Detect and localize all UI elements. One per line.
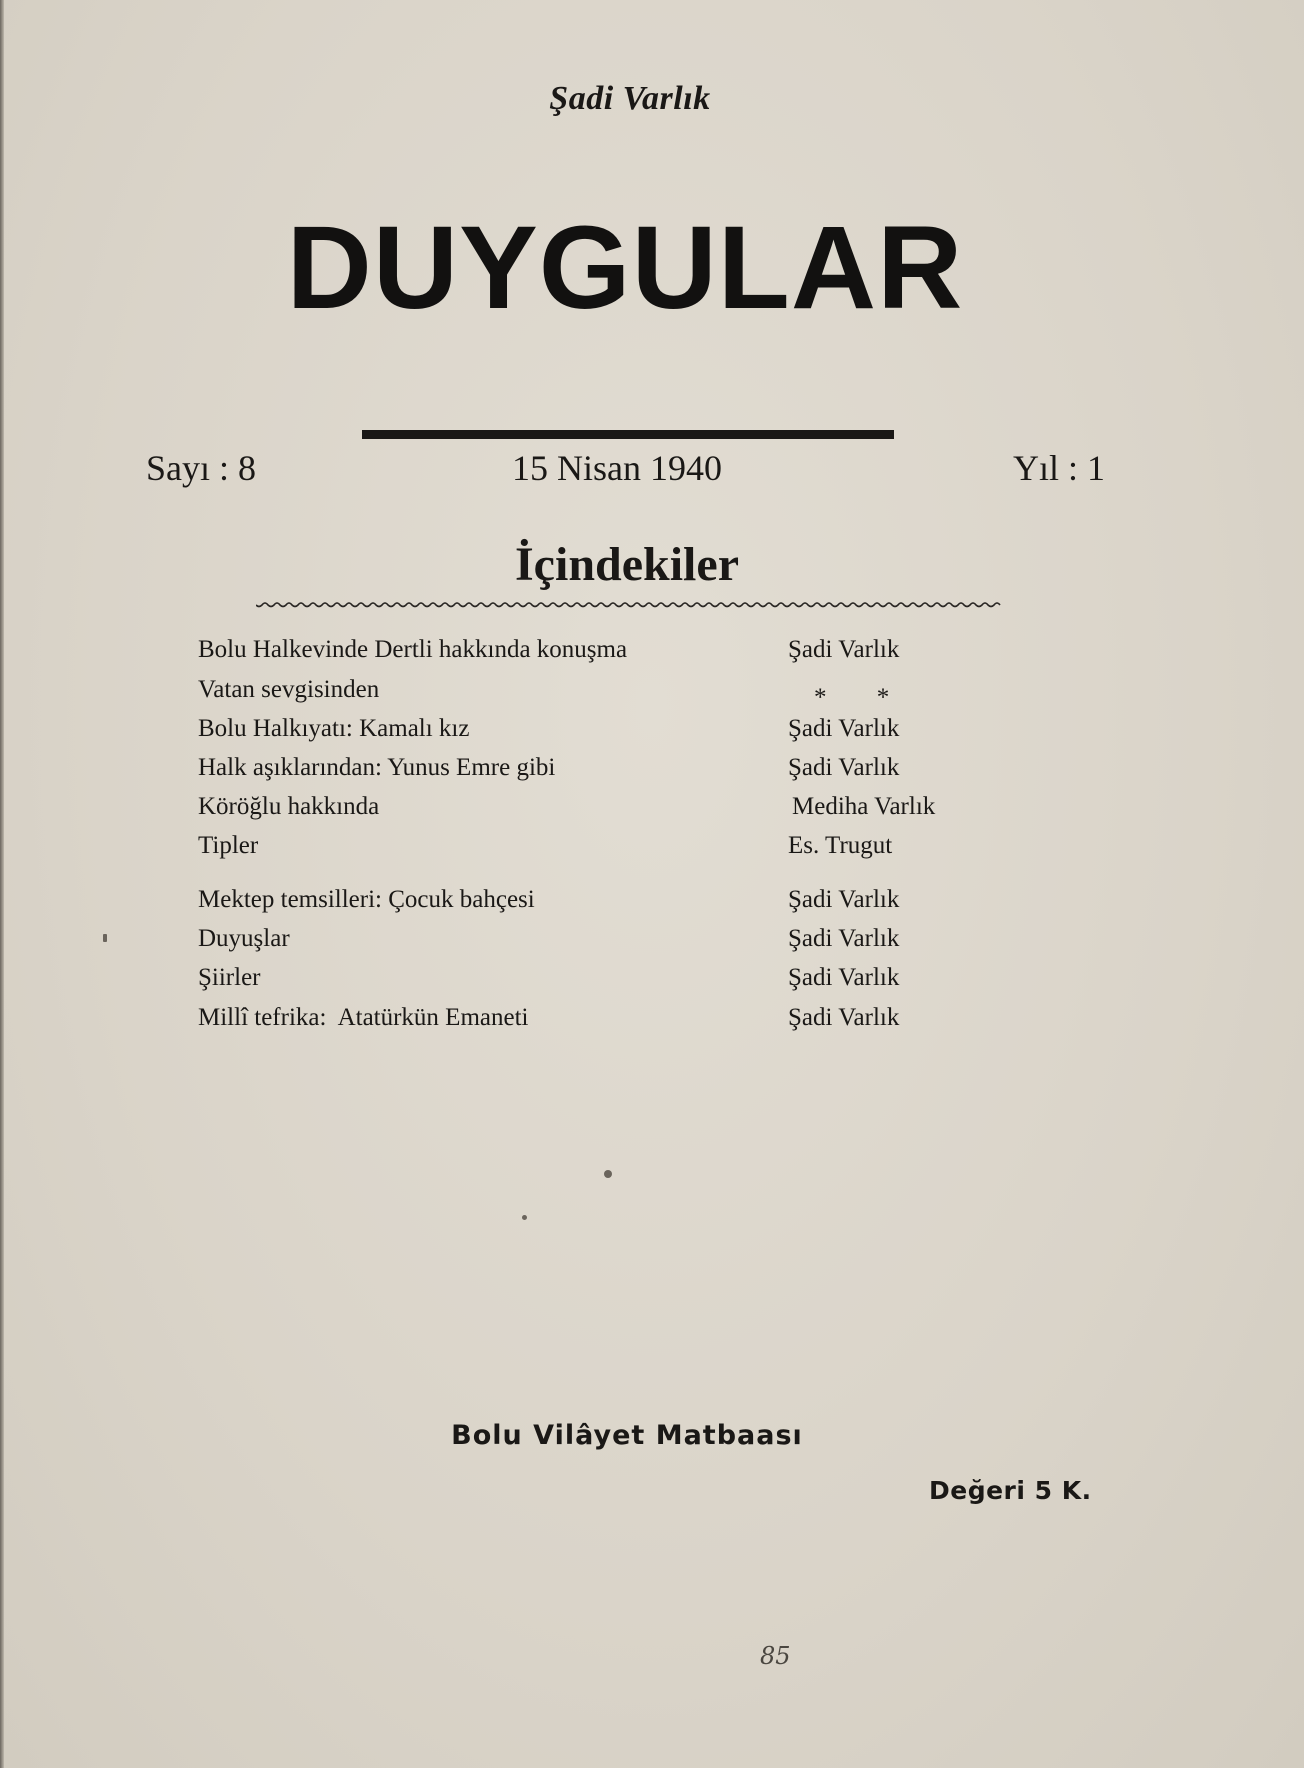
toc-entry-title: Bolu Halkevinde Dertli hakkında konuşma (198, 636, 628, 663)
toc-row (0, 998, 1304, 1038)
toc-entry-title: Mektep temsilleri: Çocuk bahçesi (198, 886, 535, 913)
toc-row (0, 826, 1304, 866)
toc-entry-author: Şadi Varlık (788, 715, 900, 742)
toc-entry-title: Millî tefrika: Atatürkün Emaneti (198, 1004, 529, 1031)
toc-entry-title: Duyuşlar (198, 925, 290, 952)
issue-year: Yıl : 1 (1013, 448, 1106, 488)
toc-entry-author: Şadi Varlık (788, 636, 900, 663)
page-number: 85 (760, 1642, 791, 1670)
toc-entry-title: Halk aşıklarından: Yunus Emre gibi (198, 754, 556, 781)
price: Değeri 5 K. (929, 1476, 1092, 1505)
toc-entry-title: Vatan sevgisinden (198, 676, 380, 703)
toc-entry-title: Tipler (198, 832, 259, 859)
ink-speck (103, 934, 107, 942)
toc-entry-author: Şadi Varlık (788, 1004, 900, 1031)
header-author: Şadi Varlık (549, 80, 711, 117)
toc-entry-author: Şadi Varlık (788, 754, 900, 781)
magazine-title: DUYGULAR (286, 202, 964, 334)
toc-entry-title: Şiirler (198, 964, 261, 991)
toc-entry-author: Şadi Varlık (788, 925, 900, 952)
issue-number: Sayı : 8 (146, 448, 257, 488)
contents-heading: İçindekiler (515, 538, 739, 591)
toc-row (0, 919, 1304, 959)
toc-row (0, 748, 1304, 788)
printer-name: Bolu Vilâyet Matbaası (451, 1420, 803, 1451)
toc-entry-author: Mediha Varlık (792, 793, 936, 820)
toc-row (0, 709, 1304, 749)
toc-entry-title: Köröğlu hakkında (198, 793, 380, 820)
toc-row (0, 958, 1304, 998)
toc-entry-author: Şadi Varlık (788, 886, 900, 913)
toc-row (0, 880, 1304, 920)
toc-entry-title: Bolu Halkıyatı: Kamalı kız (198, 715, 470, 742)
toc-entry-author: Şadi Varlık (788, 964, 900, 991)
toc-row (0, 630, 1304, 670)
toc-entry-author: * * (814, 684, 912, 711)
toc-row (0, 670, 1304, 710)
ink-speck (522, 1215, 527, 1220)
ink-speck (604, 1170, 612, 1178)
toc-row (0, 787, 1304, 827)
issue-date: 15 Nisan 1940 (512, 448, 722, 488)
toc-entry-author: Es. Trugut (788, 832, 893, 859)
